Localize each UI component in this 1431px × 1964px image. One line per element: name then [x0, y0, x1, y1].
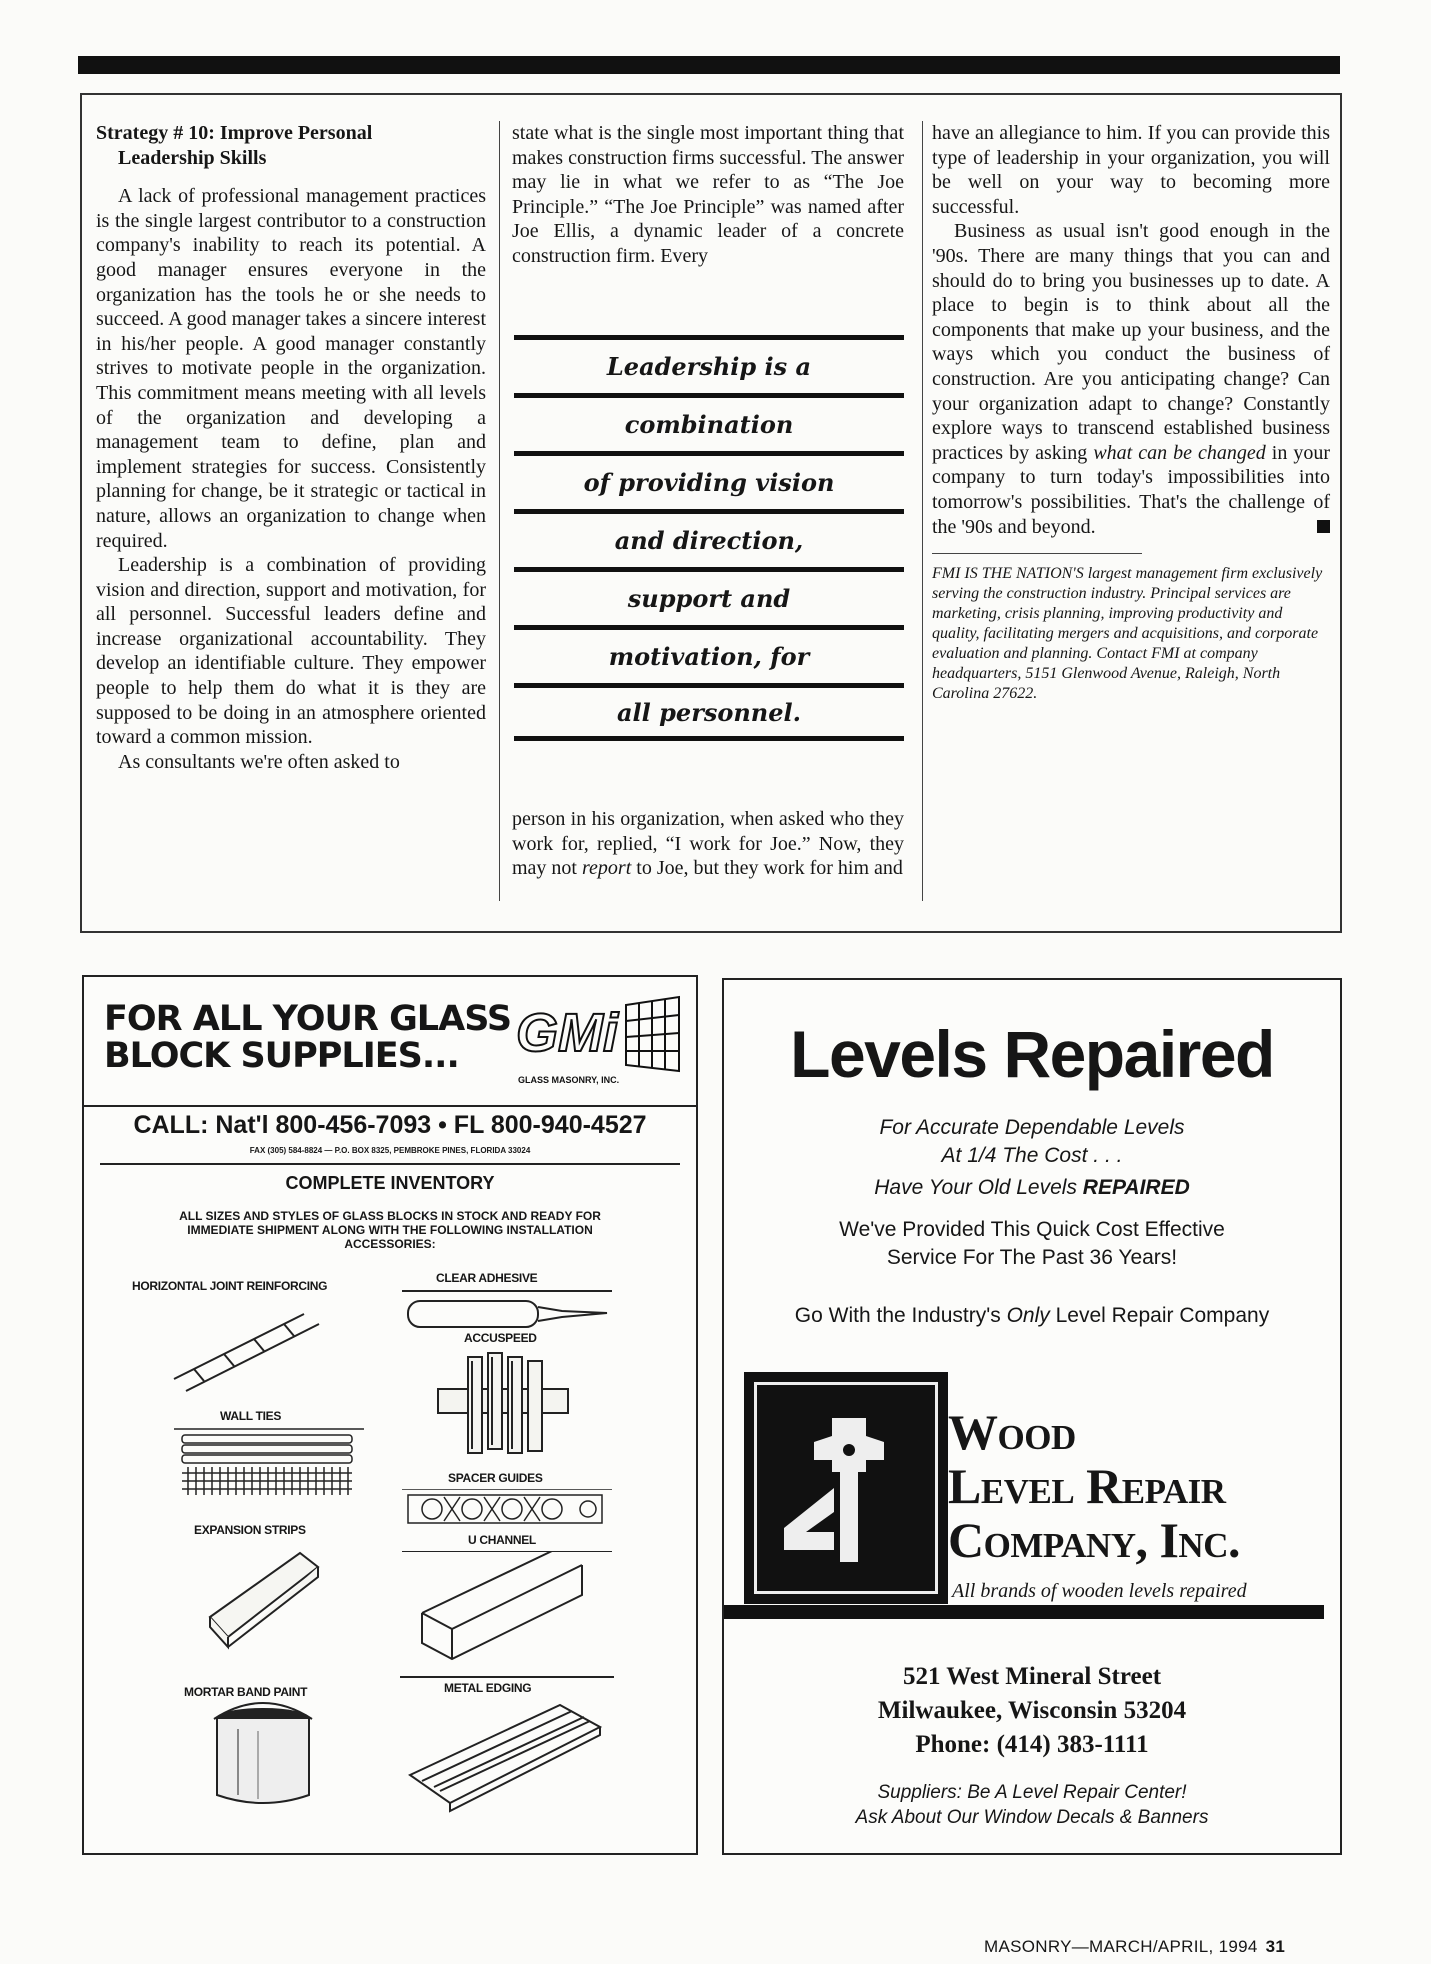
accuspeed-icon: [428, 1349, 578, 1459]
pull-quote-line: and direction,: [514, 509, 904, 567]
publication-info: MASONRY—MARCH/APRIL, 1994: [984, 1937, 1258, 1956]
article-heading: Strategy # 10: Improve Personal Leadership Skills: [96, 122, 373, 169]
expansion-strip-icon: [200, 1545, 330, 1655]
paint-can-icon: [208, 1699, 318, 1809]
ad-line: Service For The Past 36 Years!: [886, 1246, 1178, 1269]
end-mark-icon: [1317, 520, 1330, 533]
item-label: WALL TIES: [220, 1409, 282, 1423]
suppliers-note: Suppliers: Be A Level Repair Center! Ask About Our Window Decals & Banners: [855, 1782, 1209, 1828]
company-name: Wood Level Repair Company, Inc.: [948, 1404, 1240, 1568]
paragraph: Leadership is a combination of providing vision and direction, support and motivation, for all personnel. Successful leaders define and increase organizational accountability. They develop an identifiable culture. They empower people to help them do what it is they are supposed to be doing in an atmosphere oriented toward a common mission.: [96, 554, 486, 749]
article-box: [80, 93, 1342, 933]
ad-headline: FOR ALL YOUR GLASS BLOCK SUPPLIES...: [104, 999, 512, 1076]
pull-quote-line: motivation, for: [514, 625, 904, 683]
column-divider: [922, 121, 923, 901]
item-label: CLEAR ADHESIVE: [436, 1271, 538, 1285]
gmi-logo-icon: [514, 993, 684, 1089]
article-column-2: [512, 121, 904, 269]
joint-reinforcing-icon: [164, 1299, 334, 1399]
levels-repaired-ad: [722, 978, 1342, 1855]
u-channel-icon: [402, 1551, 612, 1661]
company-logo: [744, 1372, 948, 1604]
paragraph: state what is the single most important thing that makes construction firms successful. The answer may lie in what we refer to as “The Joe Principle.” “The Joe Principle” was named after Joe Ellis, a dynamic leader of a concrete construction firm. Every: [512, 122, 904, 267]
pull-quote-line: support and: [514, 567, 904, 625]
item-label: MORTAR BAND PAINT: [184, 1685, 308, 1699]
item-label: U CHANNEL: [468, 1533, 536, 1547]
pull-quote-line: all personnel.: [514, 683, 904, 741]
article-column-1: [96, 121, 486, 774]
logo-text: GMi: [516, 1003, 618, 1063]
company-tagline: All brands of wooden levels repaired: [952, 1580, 1247, 1602]
fax-address: FAX (305) 584-8824 — P.O. BOX 8325, PEMBROKE PINES, FLORIDA 33024: [249, 1146, 531, 1155]
pull-quote-line: Leadership is a: [514, 335, 904, 393]
article-column-3: [932, 121, 1330, 704]
paragraph: person in his organization, when asked who they work for, replied, “I work for Joe.” Now, they may not report to Joe, but they work for him and: [512, 808, 904, 880]
pull-quote: [514, 335, 904, 741]
pull-quote-line: combination: [514, 393, 904, 451]
spacer-guides-icon: [402, 1489, 612, 1529]
divider: [84, 1105, 696, 1107]
paragraph: have an allegiance to him. If you can provide this type of leadership in your organization, you will be well on your way to becoming more successful.: [932, 122, 1330, 218]
ad-line: For Accurate Dependable Levels: [879, 1116, 1185, 1139]
ad-line: Have Your Old Levels REPAIRED: [874, 1176, 1190, 1199]
paragraph: As consultants we're often asked to: [118, 750, 400, 773]
bio-divider: [932, 553, 1142, 554]
company-address: 521 West Mineral Street Milwaukee, Wisconsin 53204 Phone: (414) 383-1111: [877, 1663, 1187, 1758]
item-label: HORIZONTAL JOINT REINFORCING: [132, 1279, 328, 1293]
metal-edging-icon: [400, 1675, 614, 1815]
ad-line: We've Provided This Quick Cost Effective: [839, 1218, 1225, 1241]
paragraph: A lack of professional management practices is the single largest contributor to a construction company's inability to reach its potential. A good manager ensures everyone in the organization has the tools he or she needs to succeed. A good manager takes a sincere interest in his/her people. A good manager constantly strives to motivate people in the organization. This commitment means meeting with all levels of the organization and developing a management team to define, plan and implement strategies for success. Consistently planning for change, be it strategic or tactical in nature, allows an organization to change when required.: [96, 185, 486, 552]
top-rule: [78, 56, 1340, 74]
pull-quote-line: of providing vision: [514, 451, 904, 509]
item-label: ACCUSPEED: [464, 1331, 537, 1345]
column-divider: [499, 121, 500, 901]
divider: [100, 1163, 680, 1165]
ad-line: At 1/4 The Cost . . .: [941, 1144, 1123, 1167]
wall-ties-icon: [174, 1427, 364, 1501]
item-label: SPACER GUIDES: [448, 1471, 543, 1485]
inventory-description: ALL SIZES AND STYLES OF GLASS BLOCKS IN STOCK AND READY FOR IMMEDIATE SHIPMENT ALONG WITH THE FOLLOWING INSTALLATION ACCESSORIES:: [179, 1209, 601, 1251]
author-bio: FMI IS THE NATION'S largest management firm exclusively serving the construction industry. Principal services are marketing, crisis planning, improving productivity and quality, facilitating mergers and acquisitions, and corporate evaluation and planning. Contact FMI at company headquarters, 5151 Glenwood Avenue, Raleigh, North Carolina 27622.: [932, 565, 1323, 703]
divider-bar: [724, 1605, 1324, 1619]
glass-block-ad: [82, 975, 698, 1855]
adhesive-tube-icon: [402, 1289, 612, 1333]
page-number: 31: [1265, 1937, 1286, 1956]
page-footer: [984, 1937, 1285, 1957]
phone-numbers: CALL: Nat'l 800-456-7093 • FL 800-940-4527: [133, 1111, 647, 1139]
paragraph: Business as usual isn't good enough in the '90s. There are many things that you can and should do to bring you businesses up to date. A place to begin is to think about all the components that make up your business, and the ways which you conduct the business of construction. Are you anticipating change? Can your organization adapt to change? Constantly explore ways to transcend established business practices by asking what can be changed in your company to turn today's impossibilities into tomorrow's possibilities. That's the challenge of the '90s and beyond.: [932, 220, 1331, 538]
ad-title: Levels Repaired: [790, 1017, 1274, 1091]
item-label: EXPANSION STRIPS: [194, 1523, 306, 1537]
item-label: METAL EDGING: [444, 1681, 532, 1695]
level-logo-icon: [774, 1408, 924, 1578]
logo-subtext: GLASS MASONRY, INC.: [518, 1075, 620, 1085]
ad-line: Go With the Industry's Only Level Repair Company: [794, 1304, 1270, 1327]
inventory-heading: COMPLETE INVENTORY: [285, 1173, 495, 1193]
